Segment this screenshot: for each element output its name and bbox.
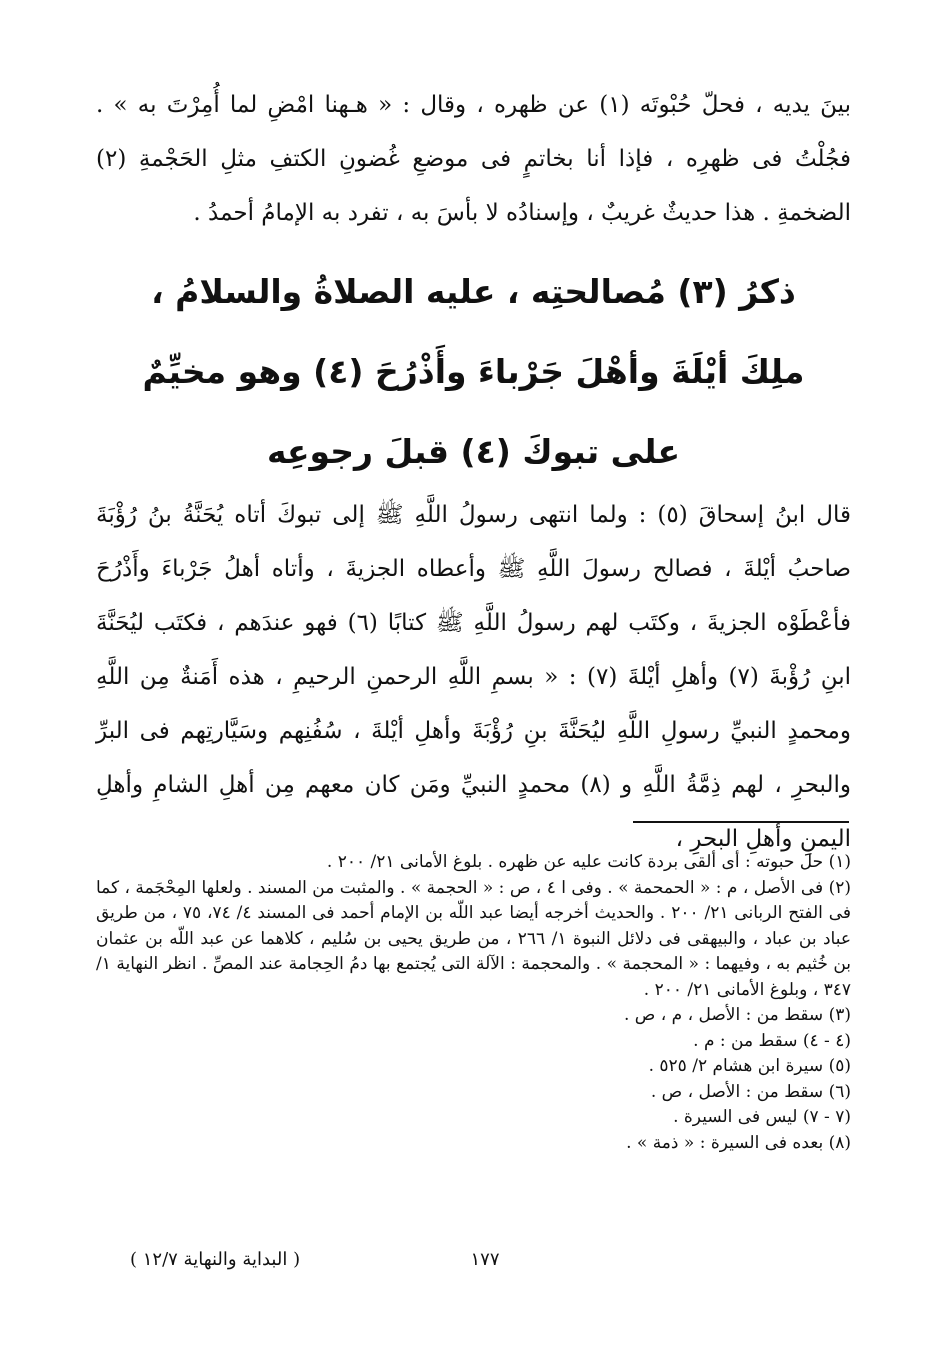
page-number: ١٧٧ <box>470 1249 500 1270</box>
footnote-1: (١) حل حبوته : أى ألقى بردة كانت عليه عن ظهره . بلوغ الأمانى ٢١/ ٢٠٠ . <box>326 852 851 872</box>
section-heading-line-1: ذكرُ (٣) مُصالحتِه ، عليه الصلاةُ والسلامُ ، <box>151 272 796 311</box>
footnote-7: (٧ - ٧) ليس فى السيرة . <box>673 1107 851 1127</box>
body-paragraph-1: بينَ يديه ، فحلّ حُبْوتَه (١) عن ظهره ، وقال : « هـهنا امْضِ لما أُمِرْتَ به » . فجُلْتُ فى ظهرِه ، فإذا أنا بخاتمٍ فى موضعِ غُضونِ الكتفِ مثلِ الحَجْمةِ (٢) الضخمةِ . هذا حديثٌ غريبٌ ، وإسنادُه لا بأسَ به ، تفرد به الإمامُ أحمدُ . <box>96 92 852 226</box>
footnote-8: (٨) بعده فى السيرة : « ذمة » . <box>626 1132 851 1153</box>
body-paragraph-2: قال ابنُ إسحاقَ (٥) : ولما انتهى رسولُ اللَّهِ ﷺ إلى تبوكَ أتاه يُحَنَّةُ بنُ رُؤْبَةَ صاحبُ أيْلةَ ، فصالح رسولَ اللَّهِ ﷺ وأعطاه الجزيةَ ، وأتاه أهلُ جَرْباءَ وأَذْرُحَ فأعْطَوْه الجزيةَ ، وكتَب لهم رسولُ اللَّهِ ﷺ كتابًا (٦) فهو عندَهم ، فكتَب ليُحَنَّةَ ابنِ رُؤْبةَ (٧) وأهلِ أيْلةَ (٧) : « بسمِ اللَّهِ الرحمنِ الرحيمِ ، هذه أَمَنةٌ مِن اللَّهِ ومحمدٍ النبيِّ رسولِ اللَّهِ ليُحَنَّةَ بنِ رُؤْبَةَ وأهلِ أيْلةَ ، سُفُنِهم وسَيَّارتِهم فى البرِّ والبحرِ ، لهم ذِمَّةُ اللَّهِ و (٨) محمدٍ النبيِّ ومَن كان معهم مِن أهلِ الشامِ وأهلِ اليمنِ وأهلِ البحرِ ، <box>96 502 852 852</box>
footnote-4: (٤ - ٤) سقط من : م . <box>693 1030 851 1051</box>
section-heading-line-3: على تبوكَ (٤) قبلَ رجوعِه <box>266 432 681 471</box>
footnote-2: (٢) فى الأصل ، م : « الحمحمة » . وفى ا ٤ ، ص : « الحجمة » . والمثبت من المسند . ولعلها المِحْجَمة ، كما فى الفتح الربانى ٢١/ ٢٠٠ . والحديث أخرجه أيضا عبد اللّه بن الإمام أحمد فى المسند ٤/ ٧٤، ٧٥ ، من طريق عباد بن عباد ، والبيهقى فى دلائل النبوة ١/ ٢٦٦ ، من طريق يحيى بن سُليم ، كلاهما عن عبد اللّه بن عثمان بن خُثيم به ، وفيهما : « المحجمة » . والمحجمة : الآلة التى يُجتمع بها دمُ الحِجامة عند المصِّ . انظر النهاية ١/ ٣٤٧ ، وبلوغ الأمانى ٢١/ ٢٠٠ . <box>96 877 852 1000</box>
footnote-3: (٣) سقط من : الأصل ، م ، ص . <box>624 1005 851 1025</box>
footnote-separator <box>633 821 849 823</box>
source-reference: ( البداية والنهاية ١٢/٧ ) <box>130 1249 301 1270</box>
footnote-6: (٦) سقط من : الأصل ، ص . <box>650 1081 851 1102</box>
footnote-5: (٥) سيرة ابن هشام ٢/ ٥٢٥ . <box>648 1056 851 1076</box>
section-heading-line-2: ملِكَ أيْلَةَ وأهْلَ جَرْباءَ وأَذْرُحَ (٤) وهو مخيِّمٌ <box>142 352 805 391</box>
footnotes <box>96 850 851 1156</box>
